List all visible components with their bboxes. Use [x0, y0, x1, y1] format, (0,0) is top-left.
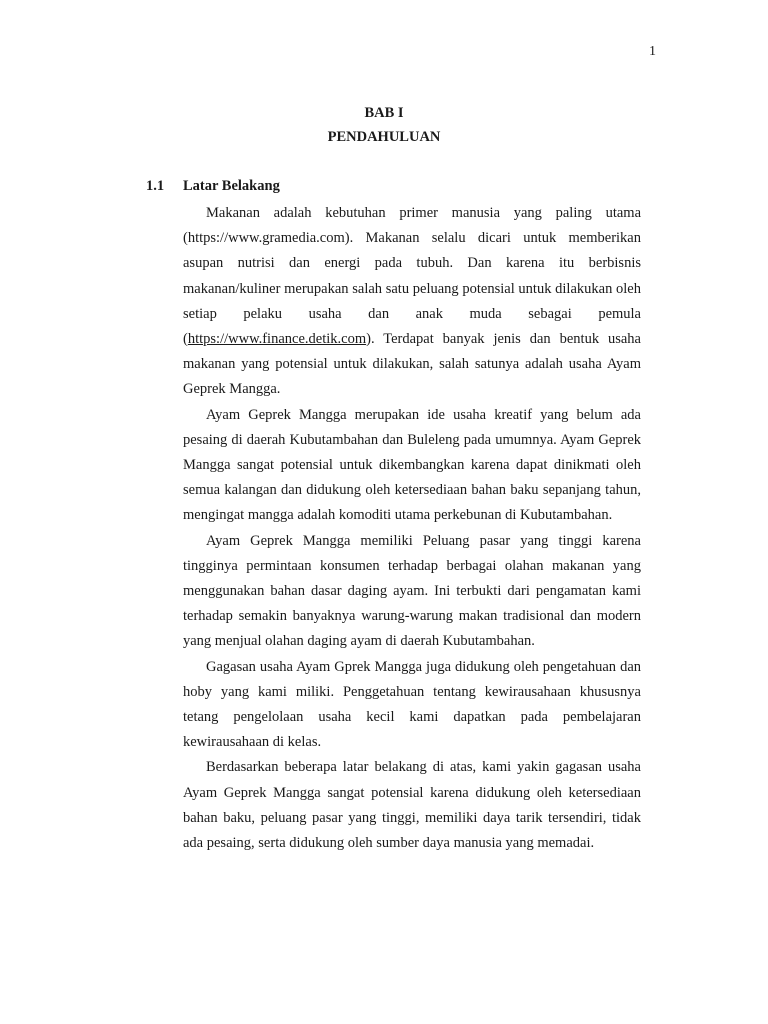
paragraph: Gagasan usaha Ayam Gprek Mangga juga didukung oleh pengetahuan dan hoby yang kami miliki. Penggetahuan tentang kewirausahaan khususnya tetang pengelolaan usaha kecil kami dapatkan pada pembelajaran kewirausahaan di kelas. [183, 658, 641, 751]
page-number: 1 [649, 44, 656, 59]
paragraph: Ayam Geprek Mangga memiliki Peluang pasar yang tinggi karena tingginya permintaan konsumen terhadap berbagai olahan makanan yang menggunakan bahan dasar daging ayam. Ini terbukti dari pengamatan kami terhadap semakin banyaknya warung-warung makan tradisional dan modern yang menjual olahan daging ayam di daerah Kubutambahan. [183, 532, 641, 650]
paragraph-text: ). Terdapat banyak jenis dan bentuk usaha makanan yang potensial untuk dilakukan, salah satunya adalah usaha Ayam Geprek Mangga. [183, 331, 641, 398]
section-title: Latar Belakang [183, 178, 280, 194]
section-number: 1.1 [146, 178, 165, 194]
source-link[interactable]: https://www.finance.detik.com [187, 331, 367, 348]
chapter-label: BAB I [364, 105, 404, 121]
paragraph: Berdasarkan beberapa latar belakang di atas, kami yakin gagasan usaha Ayam Geprek Mangga sangat potensial karena didukung oleh ketersediaan bahan baku, peluang pasar yang tinggi, memiliki daya tarik tersendiri, tidak ada pesaing, serta didukung oleh sumber daya manusia yang memadai. [183, 759, 641, 852]
chapter-title: PENDAHULUAN [327, 129, 441, 145]
section-heading [146, 178, 280, 195]
paragraph: Ayam Geprek Mangga merupakan ide usaha kreatif yang belum ada pesaing di daerah Kubutambahan dan Buleleng pada umumnya. Ayam Geprek Mangga sangat potensial untuk dikembangkan karena dapat dinikmati oleh semua kalangan dan didukung oleh ketersediaan bahan baku sepanjang tahun, mengingat mangga adalah komoditi utama perkebunan di Kubutambahan. [183, 406, 641, 524]
paragraph [183, 201, 641, 403]
section-body [183, 201, 641, 856]
paragraph-text: Makanan adalah kebutuhan primer manusia yang paling utama (https://www.gramedia.com). Makanan selalu dicari untuk memberikan asupan nutrisi dan energi pada tubuh. Dan karena itu berbisnis makanan/kuliner merupakan salah satu peluang potensial untuk dilakukan oleh setiap pelaku usaha dan anak muda sebagai pemula ( [183, 205, 641, 348]
